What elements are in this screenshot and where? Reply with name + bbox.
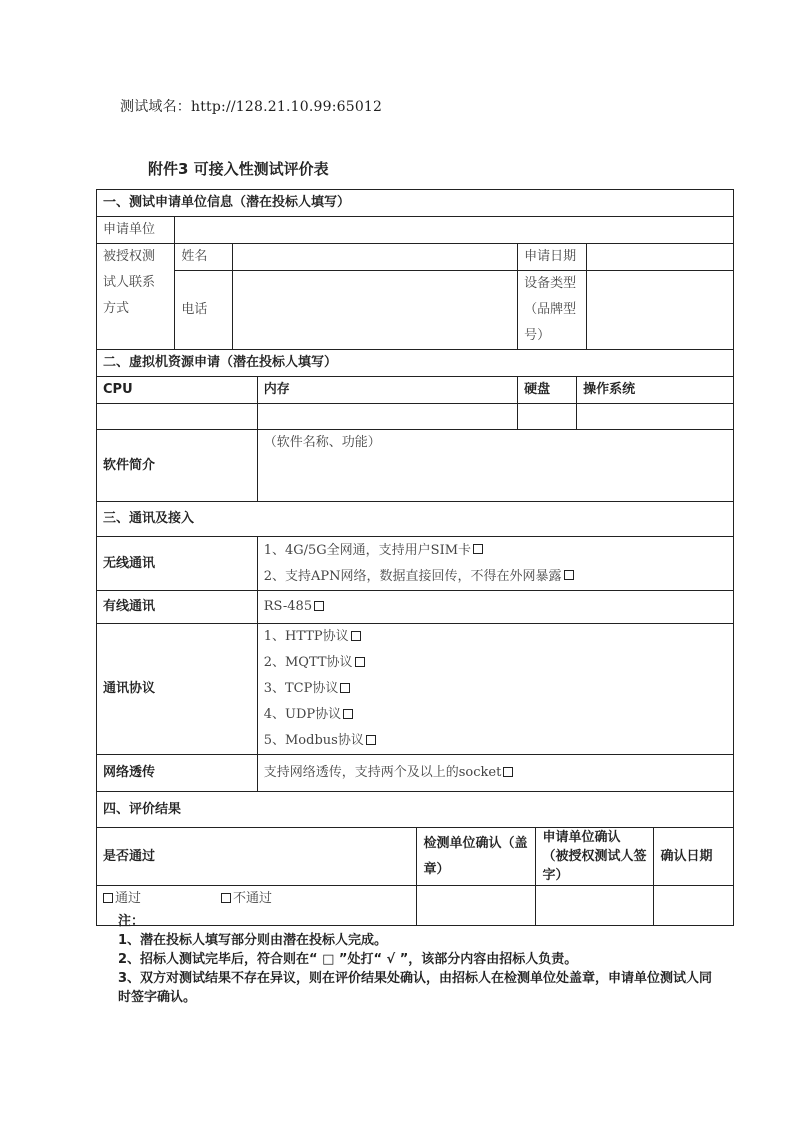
applicant-unit-label: 申请单位 (97, 217, 175, 244)
section3-heading: 三、通讯及接入 (97, 502, 734, 537)
checkbox[interactable] (366, 735, 376, 745)
test-unit-confirm-label: 检测单位确认（盖章） (417, 828, 536, 886)
note-3: 3、双方对测试结果不存在异议，则在评价结果处确认，由招标人在检测单位处盖章，申请单位测试人同时签字确认。 (118, 971, 713, 1005)
cpu-header: CPU (97, 377, 258, 404)
wireless-option-1: 1、4G/5G全网通，支持用户SIM卡 (264, 538, 727, 564)
protocol-label: 通讯协议 (97, 624, 258, 755)
disk-header: 硬盘 (518, 377, 577, 404)
passthrough-label: 网络透传 (97, 755, 258, 792)
checkbox[interactable] (351, 631, 361, 641)
protocol-options (257, 624, 733, 755)
apply-date-label: 申请日期 (518, 244, 587, 271)
wireless-label: 无线通讯 (97, 537, 258, 591)
name-field[interactable] (233, 244, 518, 271)
device-type-label (518, 271, 587, 350)
name-label: 姓名 (175, 244, 233, 271)
note-1: 1、潜在投标人填写部分则由潜在投标人完成。 (118, 933, 388, 948)
section2-heading: 二、虚拟机资源申请（潜在投标人填写） (97, 350, 734, 377)
section4-heading: 四、评价结果 (97, 792, 734, 828)
checkbox[interactable] (314, 601, 324, 611)
phone-field[interactable] (233, 271, 518, 350)
checkbox[interactable] (103, 893, 113, 903)
protocol-option-2: 2、MQTT协议 (264, 650, 727, 676)
wired-label: 有线通讯 (97, 591, 258, 624)
checkbox[interactable] (473, 544, 483, 554)
note-2: 2、招标人测试完毕后，符合则在“ □ ”处打“ √ ”，该部分内容由招标人负责。 (118, 952, 578, 967)
checkbox[interactable] (503, 767, 513, 777)
memory-header: 内存 (257, 377, 517, 404)
contact-label-line-3: 方式 (103, 301, 130, 316)
software-label: 软件简介 (97, 430, 258, 502)
device-type-label-line-2: （品牌型号） (524, 302, 577, 343)
os-field[interactable] (577, 404, 734, 430)
section1-heading: 一、测试申请单位信息（潜在投标人填写） (97, 190, 734, 217)
memory-field[interactable] (257, 404, 517, 430)
apply-date-field[interactable] (587, 244, 734, 271)
device-type-field[interactable] (587, 271, 734, 350)
protocol-option-1: 1、HTTP协议 (264, 624, 727, 650)
fail-option[interactable]: 不通过 (221, 891, 272, 906)
software-field[interactable] (257, 430, 733, 502)
contact-label (97, 244, 175, 350)
apply-unit-confirm-label: 申请单位确认 （被授权测试人签字） (536, 828, 654, 886)
passthrough-option-1: 支持网络透传，支持两个及以上的socket (257, 755, 733, 792)
wireless-options (257, 537, 733, 591)
checkbox[interactable] (340, 683, 350, 693)
pass-option[interactable]: 通过 (103, 891, 141, 906)
applicant-unit-field[interactable] (175, 217, 734, 244)
checkbox[interactable] (343, 709, 353, 719)
protocol-option-4: 4、UDP协议 (264, 702, 727, 728)
protocol-option-5: 5、Modbus协议 (264, 728, 727, 754)
cpu-field[interactable] (97, 404, 258, 430)
notes-heading: 注： (118, 914, 145, 929)
test-domain-line: 测试域名：http://128.21.10.99:65012 (120, 99, 383, 115)
page-title: 附件3 可接入性测试评价表 (148, 160, 329, 178)
contact-label-line-2: 试人联系 (103, 275, 156, 290)
disk-field[interactable] (518, 404, 577, 430)
phone-label: 电话 (175, 271, 233, 350)
wired-option-1: RS-485 (257, 591, 733, 624)
notes (118, 912, 718, 1007)
device-type-label-line-1: 设备类型 (524, 276, 577, 291)
evaluation-table (96, 189, 734, 926)
checkbox[interactable] (564, 570, 574, 580)
pass-label: 是否通过 (97, 828, 417, 886)
contact-label-line-1: 被授权测 (103, 249, 156, 264)
wireless-option-2: 2、支持APN网络，数据直接回传，不得在外网暴露 (264, 564, 727, 590)
protocol-option-3: 3、TCP协议 (264, 676, 727, 702)
os-header: 操作系统 (577, 377, 734, 404)
software-hint: （软件名称、功能） (263, 435, 381, 450)
checkbox[interactable] (355, 657, 365, 667)
checkbox[interactable] (221, 893, 231, 903)
confirm-date-label: 确认日期 (654, 828, 734, 886)
